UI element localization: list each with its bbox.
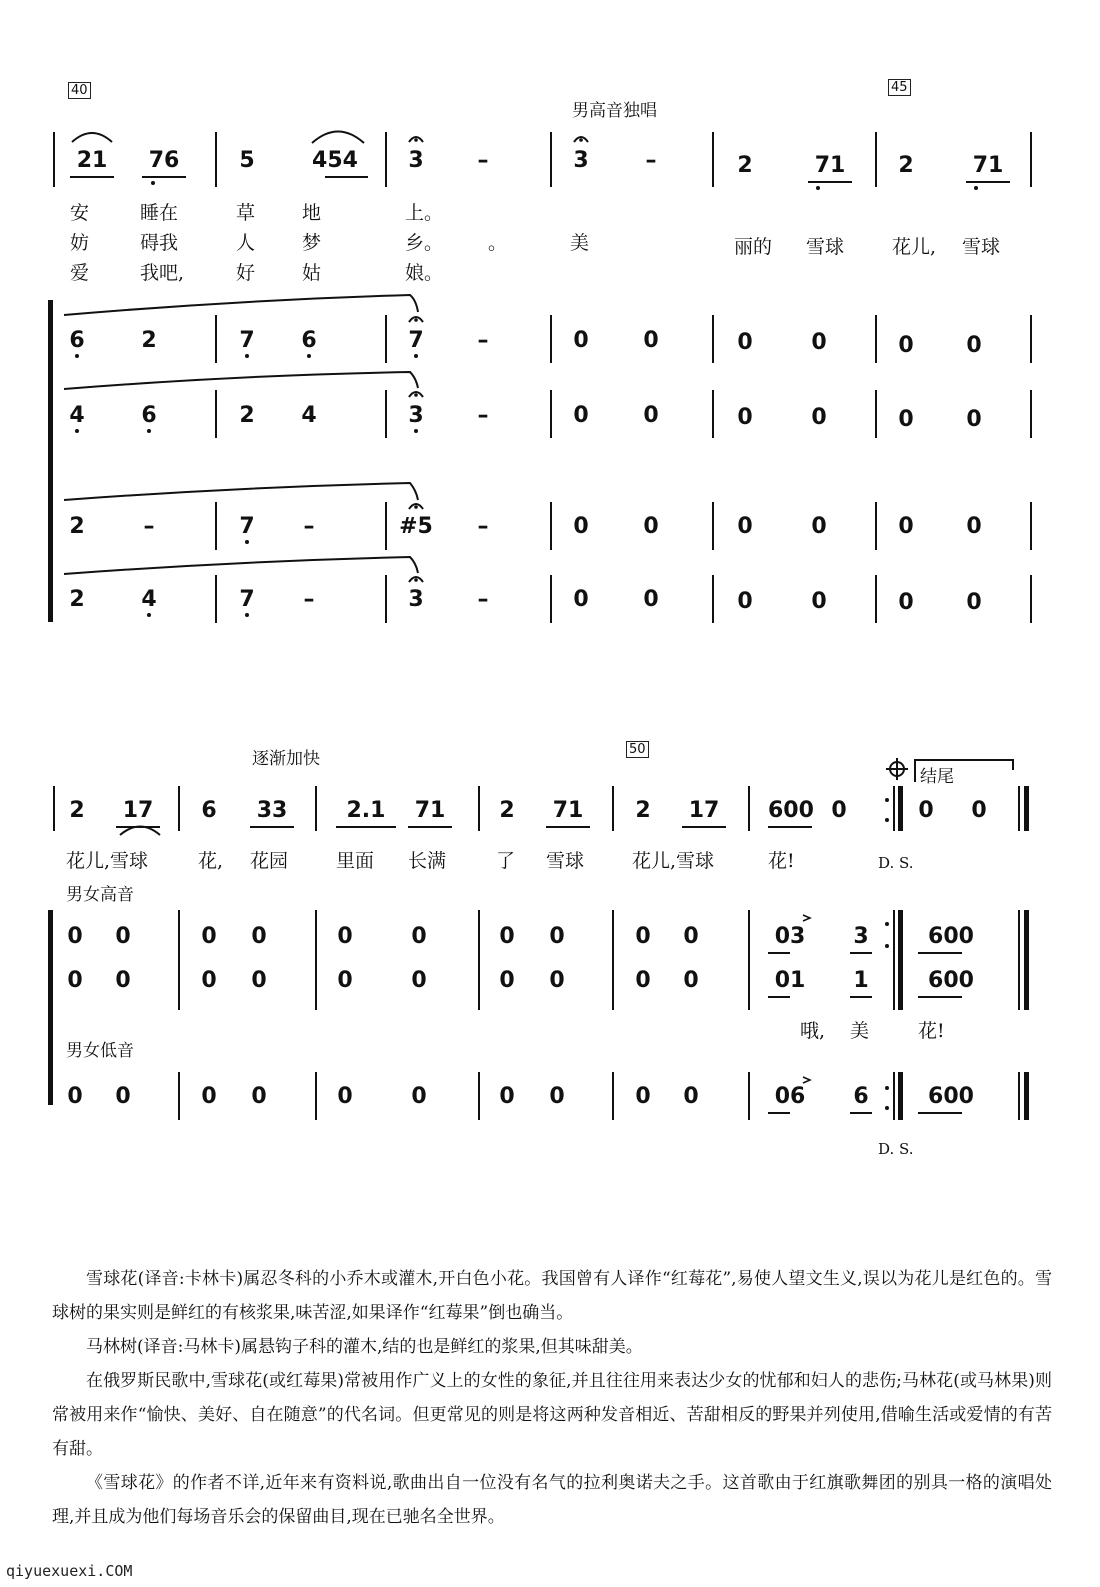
choir-note: 0: [643, 403, 659, 428]
barline: [748, 786, 750, 831]
choir-note: 0: [251, 924, 267, 949]
choir-note: 2: [141, 328, 157, 353]
paragraph: 马林树(译音:马林卡)属悬钩子科的灌木,结的也是鲜红的浆果,但其味甜美。: [86, 1337, 643, 1357]
choir-note: 0: [966, 333, 982, 358]
measure-number-45: 45: [888, 79, 911, 96]
choir-note: 0: [737, 589, 753, 614]
melody-note: 71: [972, 153, 1004, 178]
choir-note: #5: [399, 514, 433, 539]
lyric: 梦: [302, 232, 322, 254]
beam-underline: [408, 826, 452, 828]
choir-note: 0: [411, 968, 427, 993]
melody-note: 17: [688, 798, 720, 823]
choir-note: 0: [67, 924, 83, 949]
choir-note: 7: [239, 587, 255, 612]
lyric: 安: [70, 202, 90, 224]
choir-note: 0: [966, 590, 982, 615]
lyric: 地: [302, 202, 322, 224]
high-voices-label: 男女高音: [66, 885, 134, 905]
choir-note: 0: [337, 924, 353, 949]
paragraph: 《雪球花》的作者不详,近年来有资料说,歌曲出自一位没有名气的拉利奥诺夫之手。这首歌由于红旗歌舞团的别具一格的演唱处理,并且成为他们每场音乐会的保留曲目,现在已驰名全世界。: [52, 1473, 1052, 1527]
lyric: 好: [236, 262, 256, 284]
choir-note: 2: [239, 403, 255, 428]
choir-note: 0: [251, 1084, 267, 1109]
tenor-solo-direction: 男高音独唱: [572, 101, 657, 121]
choir-note: –: [477, 403, 489, 428]
choir-note: 0: [67, 968, 83, 993]
choir-note: 0: [115, 968, 131, 993]
watermark: qiyuexuexi.COM: [6, 1562, 133, 1580]
repeat-dot: [885, 944, 889, 948]
repeat-dot: [885, 1106, 889, 1110]
choir-note: 0: [635, 1084, 651, 1109]
choir-note: 0: [337, 968, 353, 993]
repeat-dot: [885, 1086, 889, 1090]
barline: [178, 786, 180, 831]
melody-note: 0: [971, 798, 987, 823]
melody-note: 600: [768, 798, 814, 823]
choir-note: 0: [337, 1084, 353, 1109]
melody-note: 71: [814, 153, 846, 178]
lyric: 上。: [405, 202, 444, 224]
melody-note: 0: [918, 798, 934, 823]
lyric: 爱: [70, 262, 90, 284]
lyric: 草: [236, 202, 256, 224]
lyric: 花儿,雪球: [66, 850, 149, 872]
melody-note: 6: [201, 798, 217, 823]
lyric: 里面: [336, 850, 375, 872]
choir-note: 7: [239, 514, 255, 539]
choir-note: 0: [643, 328, 659, 353]
choir-note: 6: [301, 328, 317, 353]
barline: [315, 786, 317, 831]
melody-note: 2: [69, 798, 85, 823]
choir-note: 0: [411, 924, 427, 949]
choir-note: 0: [643, 587, 659, 612]
beam-underline: [918, 1112, 962, 1114]
final-barline: [1024, 786, 1029, 831]
choir-note: 0: [499, 1084, 515, 1109]
lyric: 雪球: [546, 850, 585, 872]
choir-note: 0: [201, 968, 217, 993]
choir-note: 0: [67, 1084, 83, 1109]
choir-note: 0: [811, 514, 827, 539]
beam-underline: [250, 826, 294, 828]
lyric: 花园: [250, 850, 289, 872]
choir-note: 0: [411, 1084, 427, 1109]
choir-note: 0: [115, 924, 131, 949]
melody-note: 3: [408, 148, 424, 173]
repeat-dot: [885, 818, 889, 822]
choir-note: 0: [635, 968, 651, 993]
lyric: 乡。: [405, 232, 444, 254]
lyric: 睡在: [140, 202, 179, 224]
choir-note: 0: [737, 405, 753, 430]
lyric: 我吧,: [140, 262, 185, 284]
beam-underline: [768, 1112, 790, 1114]
choir-note: 0: [811, 330, 827, 355]
lyric: 。: [488, 232, 508, 254]
melody-note: 2: [635, 798, 651, 823]
choir-note: 0: [683, 968, 699, 993]
beam-underline: [850, 952, 872, 954]
choir-note: –: [303, 587, 315, 612]
choir-note: 0: [115, 1084, 131, 1109]
barline: [53, 786, 55, 831]
choir-note: 0: [549, 924, 565, 949]
melody-note: 454: [312, 148, 358, 173]
choir-note: 0: [499, 924, 515, 949]
lyric: 花儿,雪球: [632, 850, 715, 872]
choir-note: –: [143, 514, 155, 539]
choir-note: 0: [683, 1084, 699, 1109]
melody-note: 76: [148, 148, 180, 173]
melody-note: 2: [499, 798, 515, 823]
choir-note: 4: [141, 587, 157, 612]
choir-note: 0: [898, 333, 914, 358]
beam-underline: [918, 952, 962, 954]
lyric: 美: [570, 232, 590, 254]
melody-note: –: [477, 148, 489, 173]
choir-note: 0: [966, 514, 982, 539]
choir-note: 0: [737, 330, 753, 355]
beam-underline: [768, 952, 790, 954]
melody-note: 5: [239, 148, 255, 173]
melody-note: –: [645, 148, 657, 173]
choir-note: 0: [573, 328, 589, 353]
lyric: 了: [496, 850, 516, 872]
beam-underline: [850, 1112, 872, 1114]
choir-note: –: [477, 587, 489, 612]
choir-note: 0: [898, 407, 914, 432]
choir-note: 0: [573, 514, 589, 539]
melody-note: 2: [737, 153, 753, 178]
lyric: 哦,: [800, 1020, 826, 1042]
paragraph: 雪球花(译音:卡林卡)属忍冬科的小乔木或灌木,开白色小花。我国曾有人译作“红莓花”,易使人望文生义,误以为花儿是红色的。雪球树的果实则是鲜红的有核浆果,味苦涩,如果译作“红莓果”倒也确当。: [52, 1269, 1052, 1323]
choir-note: –: [477, 328, 489, 353]
melody-note: 33: [256, 798, 288, 823]
choir-note: –: [303, 514, 315, 539]
lyric: 碍我: [140, 232, 179, 254]
melody-note: 2.1: [346, 798, 386, 823]
choir-note: 0: [573, 403, 589, 428]
barline: [893, 786, 895, 831]
lyric: 雪球: [962, 236, 1001, 258]
beam-underline: [768, 996, 790, 998]
melody-note: 71: [552, 798, 584, 823]
lyric: 丽的: [734, 236, 773, 258]
beam-underline: [682, 826, 726, 828]
measure-number-40: 40: [68, 82, 91, 99]
choir-note: 0: [683, 924, 699, 949]
choir-note: 1: [853, 968, 869, 993]
repeat-dot: [885, 922, 889, 926]
lyric: 花!: [768, 850, 795, 872]
repeat-dot: [885, 798, 889, 802]
choir-note: 3: [853, 924, 869, 949]
ds-marking-2: D. S.: [878, 1140, 914, 1158]
choir-note: 7: [239, 328, 255, 353]
choir-note: 0: [549, 968, 565, 993]
choir-bracket: [48, 910, 53, 1105]
melody-note: 0: [831, 798, 847, 823]
ds-marking-1: D. S.: [878, 854, 914, 872]
lyric: 姑: [302, 262, 322, 284]
choir-note: 06: [774, 1084, 806, 1109]
choir-note: 4: [69, 403, 85, 428]
choir-note: 0: [898, 514, 914, 539]
barline: [612, 786, 614, 831]
repeat-barline: [898, 786, 903, 831]
choir-note: 0: [811, 405, 827, 430]
lyric: 美: [850, 1020, 870, 1042]
lyric: 花儿,: [892, 236, 937, 258]
choir-note: 6: [69, 328, 85, 353]
melody-note: 17: [122, 798, 154, 823]
choir-note: 600: [928, 968, 974, 993]
choir-note: –: [477, 514, 489, 539]
choir-note: 3: [408, 403, 424, 428]
choir-note: 03: [774, 924, 806, 949]
choir-note: 0: [635, 924, 651, 949]
measure-number-50: 50: [626, 741, 649, 758]
lyric: 雪球: [806, 236, 845, 258]
beam-underline: [336, 826, 396, 828]
beam-underline: [546, 826, 590, 828]
choir-note: 0: [737, 514, 753, 539]
lyric: 妨: [70, 232, 90, 254]
choir-note: 6: [853, 1084, 869, 1109]
low-voices-label: 男女低音: [66, 1041, 134, 1061]
choir-note: 3: [408, 587, 424, 612]
choir-note: 0: [251, 968, 267, 993]
choir-note: 01: [774, 968, 806, 993]
lyric: 花,: [198, 850, 224, 872]
choir-note: 4: [301, 403, 317, 428]
beam-underline: [116, 826, 160, 828]
choir-note: 0: [811, 589, 827, 614]
melody-note: 3: [573, 148, 589, 173]
melody-note: 2: [898, 153, 914, 178]
paragraph: 在俄罗斯民歌中,雪球花(或红莓果)常被用作广义上的女性的象征,并且往往用来表达少女的忧郁和妇人的悲伤;马林花(或马林果)则常被用来作“愉快、美好、自在随意”的代名词。但更常见的则是将这两种发音相近、苦甜相反的野果并列使用,借喻生活或爱情的有苦有甜。: [52, 1371, 1052, 1459]
beam-underline: [768, 826, 812, 828]
choir-note: 2: [69, 514, 85, 539]
choir-note: 600: [928, 924, 974, 949]
choir-note: 0: [549, 1084, 565, 1109]
choir-note: 0: [499, 968, 515, 993]
melody-note: 21: [76, 148, 108, 173]
explanatory-text: [52, 1262, 1052, 1534]
choir-note: 0: [573, 587, 589, 612]
lyric: 长满: [408, 850, 447, 872]
choir-note: 0: [643, 514, 659, 539]
accelerando-direction: 逐渐加快: [252, 749, 320, 769]
choir-note: 0: [966, 407, 982, 432]
lyric: 花!: [918, 1020, 945, 1042]
choir-note: 6: [141, 403, 157, 428]
choir-note: 600: [928, 1084, 974, 1109]
choir-note: 0: [201, 1084, 217, 1109]
lyric: 人: [236, 232, 256, 254]
coda-label: 结尾: [920, 767, 954, 787]
choir-note: 7: [408, 328, 424, 353]
choir-note: 2: [69, 587, 85, 612]
choir-note: 0: [201, 924, 217, 949]
choir-note: 0: [898, 590, 914, 615]
barline: [478, 786, 480, 831]
beam-underline: [918, 996, 962, 998]
beam-underline: [850, 996, 872, 998]
lyric: 娘。: [405, 262, 444, 284]
barline: [1018, 786, 1020, 831]
melody-note: 71: [414, 798, 446, 823]
